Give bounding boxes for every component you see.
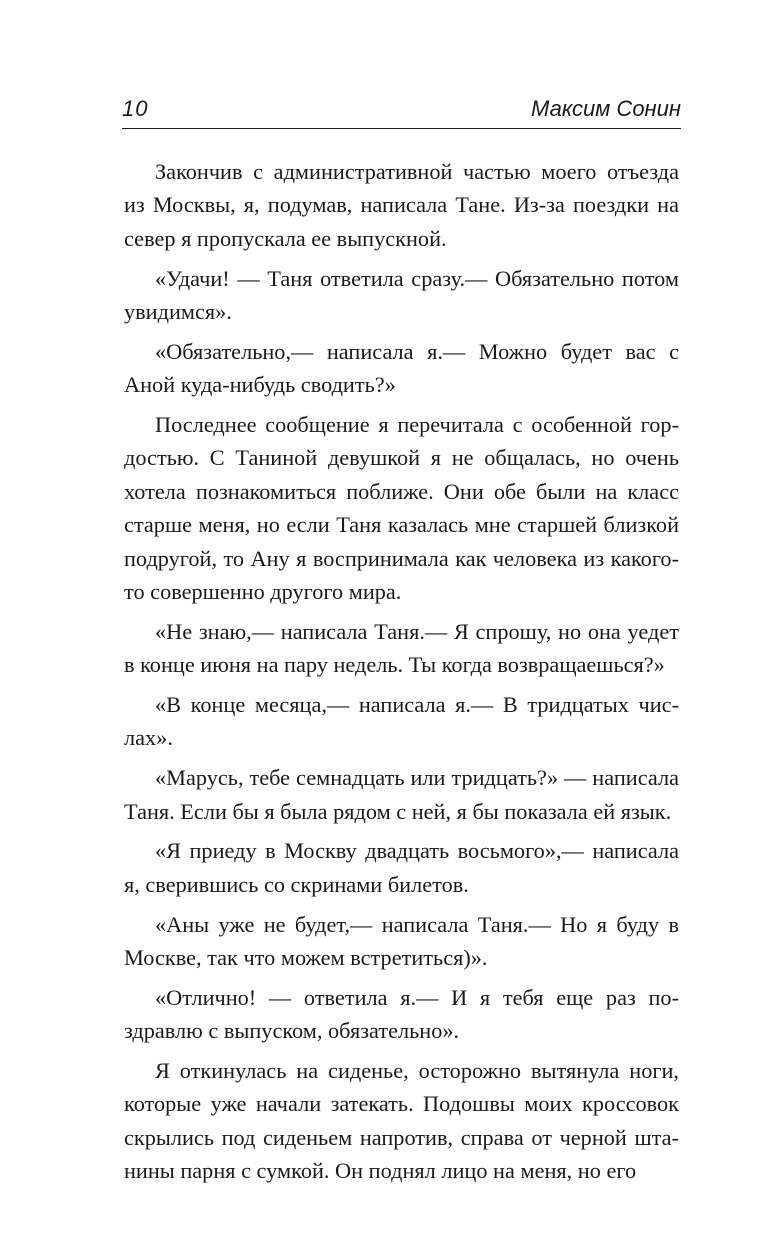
paragraph: «В конце месяца,— написала я.— В тридцатых числах». [124, 692, 679, 751]
body-text [124, 155, 679, 1194]
paragraph: «Отлично! — ответила я.— И я тебя еще раз поздравлю с выпуском, обязательно». [124, 984, 679, 1044]
paragraph: «Удачи! — Таня ответила сразу.— Обязательно потом увидимся». [124, 265, 679, 325]
paragraph: «Аны уже не будет,— написала Таня.— Но я буду в Москве, так что можем встретиться)». [124, 911, 679, 971]
paragraph: «Я приеду в Москву двадцать восьмого»,— написала я, сверившись со скринами билетов. [124, 838, 679, 897]
author-name: Максим Сонин [531, 96, 681, 121]
paragraph: «Марусь, тебе семнадцать или тридцать?» — написала Таня. Если бы я была рядом с ней, я бы показала ей язык. [124, 765, 679, 824]
paragraph: «Обязательно,— написала я.— Можно будет вас с Аной куда-нибудь сводить?» [124, 338, 679, 398]
header-rule [122, 128, 681, 129]
paragraph: Я откинулась на сиденье, осторожно вытянула ноги, которые уже начали затекать. Подошвы моих кроссовок скрылись под сиденьем напротив, справа от черной штанины парня с сумкой. Он поднял лицо на меня, но его [124, 1058, 679, 1184]
paragraph: Закончив с административной частью моего отъезда из Москвы, я, подумав, написала Тане. Из-за поездки на север я пропускала ее выпускной. [124, 159, 679, 251]
running-head [122, 92, 681, 126]
paragraph: «Не знаю,— написала Таня.— Я спрошу, но она уедет в конце июня на пару недель. Ты когда возвращаешься?» [124, 618, 679, 678]
paragraph: Последнее сообщение я перечитала с особенной гордостью. С Таниной девушкой я не общалась, но очень хотела познакомиться поближе. Они обе были на класс старше меня, но если Таня казалась мне старшей близкой подругой, то Ану я воспринимала как человека из какого-то совершенно другого мира. [124, 412, 679, 605]
page-number: 10 [122, 96, 149, 121]
